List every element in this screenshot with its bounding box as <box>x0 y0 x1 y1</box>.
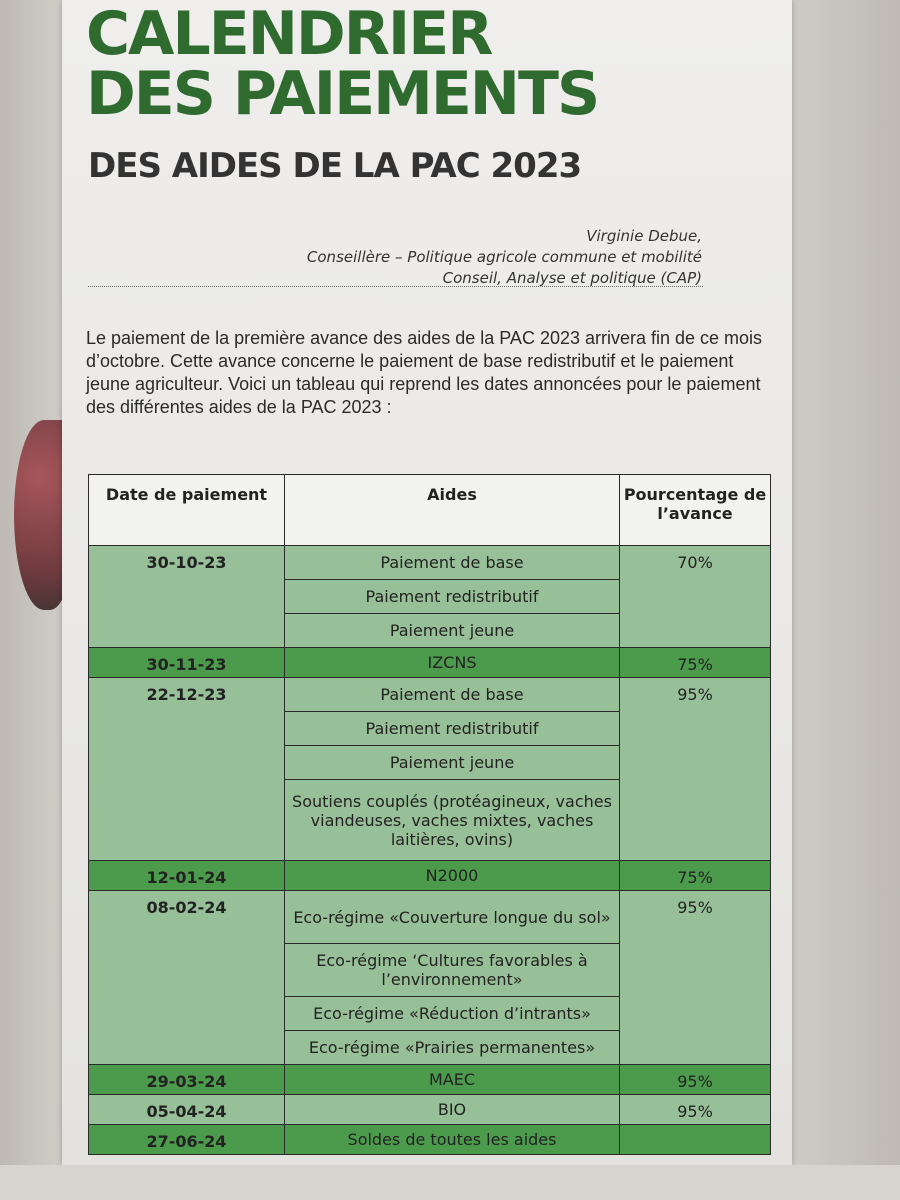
payment-date: 27-06-24 <box>89 1125 285 1155</box>
table-row <box>89 1125 771 1155</box>
aid-name: Paiement redistributif <box>285 712 620 746</box>
aid-name: IZCNS <box>285 648 620 678</box>
dotted-divider <box>88 286 703 287</box>
title-line-1: CALENDRIER <box>86 0 492 69</box>
page-subtitle: DES AIDES DE LA PAC 2023 <box>88 146 582 186</box>
aid-name: BIO <box>285 1095 620 1125</box>
payment-date: 08-02-24 <box>89 891 285 1065</box>
payment-date: 12-01-24 <box>89 861 285 891</box>
aid-name: Soutiens couplés (protéagineux, vaches viandeuses, vaches mixtes, vaches laitières, ovins) <box>285 780 620 861</box>
author-name: Virginie Debue, <box>586 227 702 245</box>
table-row <box>89 648 771 678</box>
background-right <box>790 0 900 1200</box>
payment-date: 30-10-23 <box>89 546 285 648</box>
page-title <box>86 0 599 129</box>
aid-name: Paiement jeune <box>285 614 620 648</box>
header-date: Date de paiement <box>89 475 285 546</box>
aid-name: Eco-régime «Réduction d’intrants» <box>285 997 620 1031</box>
advance-percentage: 75% <box>620 648 771 678</box>
table-row <box>89 1095 771 1125</box>
background-bottom <box>0 1165 900 1200</box>
aid-name: Eco-régime «Prairies permanentes» <box>285 1031 620 1065</box>
header-percentage: Pourcentage de l’avance <box>620 475 771 546</box>
aid-name: Eco-régime ‘Cultures favorables à l’environnement» <box>285 944 620 997</box>
aid-name: Soldes de toutes les aides <box>285 1125 620 1155</box>
table-row <box>89 546 771 580</box>
table-row <box>89 891 771 944</box>
header-aides: Aides <box>285 475 620 546</box>
advance-percentage <box>620 1125 771 1155</box>
table-row <box>89 678 771 712</box>
aid-name: Paiement jeune <box>285 746 620 780</box>
aid-name: Paiement de base <box>285 546 620 580</box>
payment-date: 30-11-23 <box>89 648 285 678</box>
aid-name: MAEC <box>285 1065 620 1095</box>
aid-name: Eco-régime «Couverture longue du sol» <box>285 891 620 944</box>
payment-date: 29-03-24 <box>89 1065 285 1095</box>
advance-percentage: 95% <box>620 678 771 861</box>
aid-name: N2000 <box>285 861 620 891</box>
table-row <box>89 1065 771 1095</box>
payment-date: 22-12-23 <box>89 678 285 861</box>
advance-percentage: 95% <box>620 1095 771 1125</box>
intro-paragraph: Le paiement de la première avance des aides de la PAC 2023 arrivera fin de ce mois d’octobre. Cette avance concerne le paiement de base redistributif et le paiement jeune agriculteur. Voici un tableau qui reprend les dates annoncées pour le paiement des différentes aides de la PAC 2023 : <box>86 328 763 417</box>
advance-percentage: 70% <box>620 546 771 648</box>
payment-calendar-table <box>88 474 771 1155</box>
author-block <box>307 226 702 289</box>
table-row <box>89 861 771 891</box>
payment-date: 05-04-24 <box>89 1095 285 1125</box>
author-department: Conseil, Analyse et politique (CAP) <box>442 269 702 287</box>
aid-name: Paiement redistributif <box>285 580 620 614</box>
aid-name: Paiement de base <box>285 678 620 712</box>
author-role: Conseillère – Politique agricole commune et mobilité <box>306 248 702 266</box>
advance-percentage: 75% <box>620 861 771 891</box>
advance-percentage: 95% <box>620 891 771 1065</box>
title-line-2: DES PAIEMENTS <box>86 59 599 129</box>
advance-percentage: 95% <box>620 1065 771 1095</box>
